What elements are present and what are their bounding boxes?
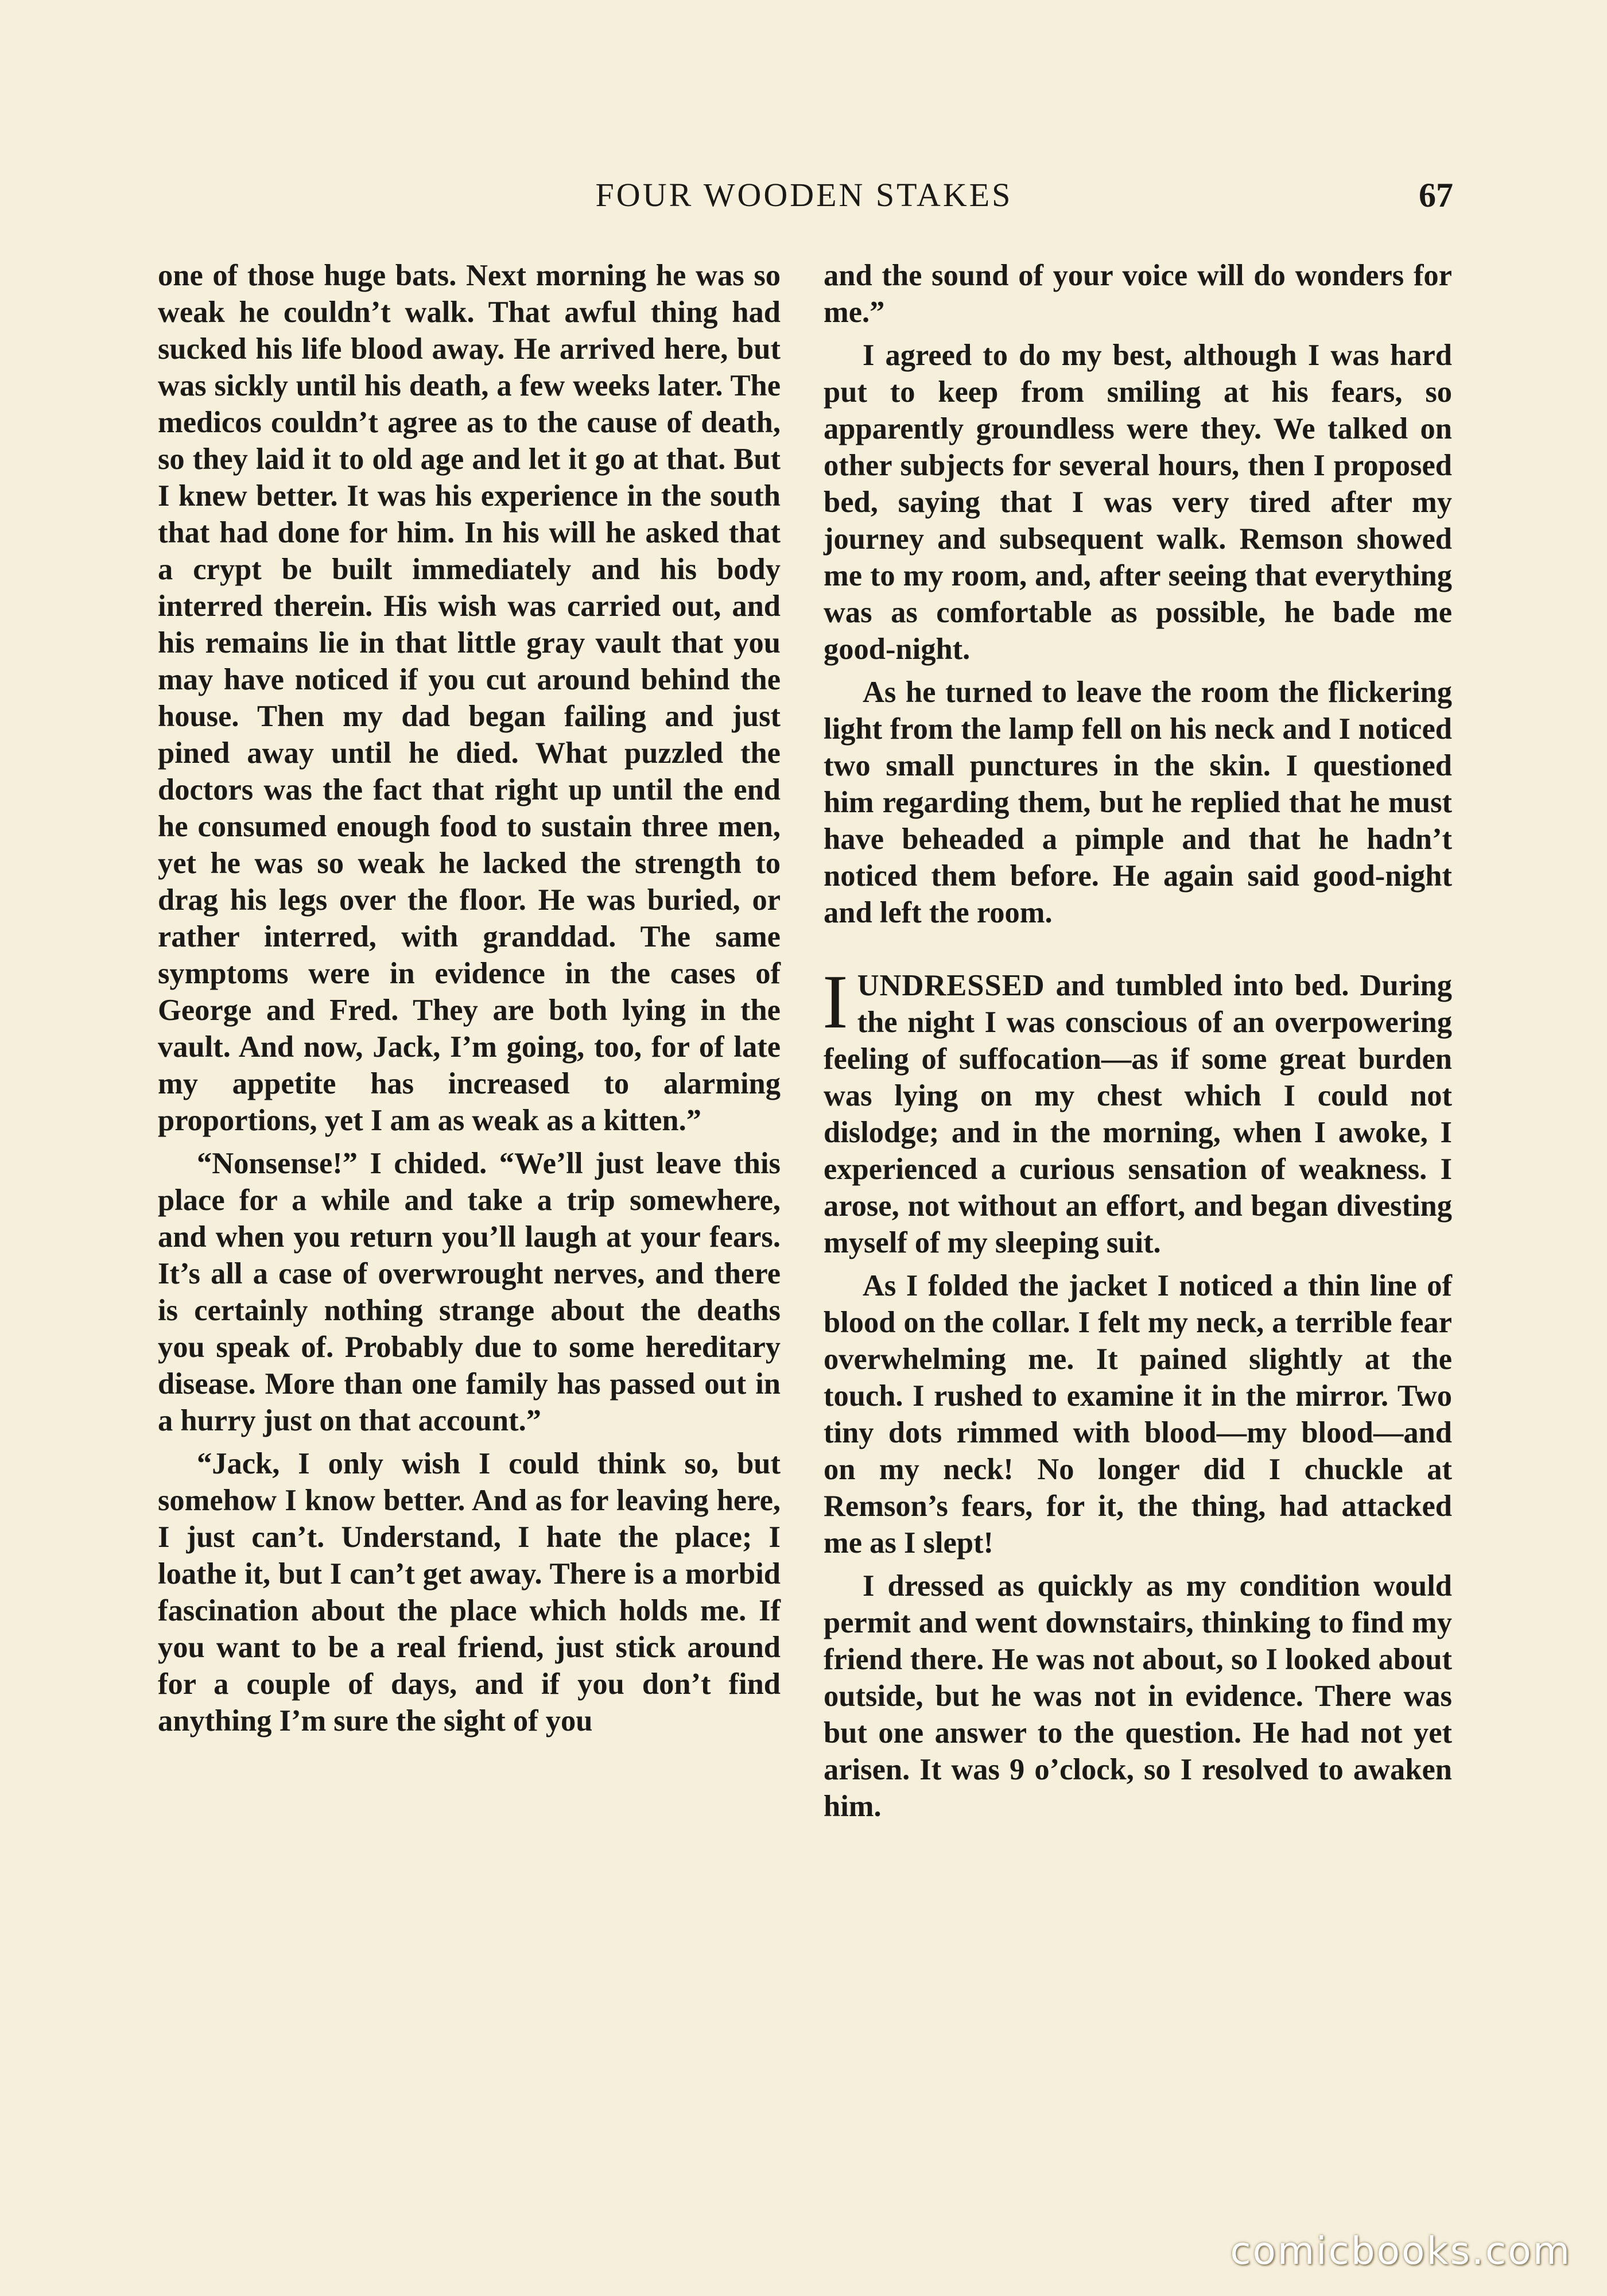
paragraph-text: and tumbled into bed. During the night I was conscious of an overpowering feeling of suffocation—as if some great burden was lying on my chest which I could not dislodge; and in the morning, when I awoke, I experienced a curious sensation of weakness. I arose, not without an effort, and began divesting myself of my sleeping suit. [824,969,1452,1259]
paragraph: “Jack, I only wish I could think so, but somehow I know better. And as for leaving here, I just can’t. Understand, I hate the place; I loathe it, but I can’t get away. There is a morbid fascination about the place which holds me. If you want to be a real friend, just stick around for a couple of days, and if you don’t find anything I’m sure the sight of you [158,1447,781,1737]
section-break [824,937,1452,967]
paragraph: As he turned to leave the room the flickering light from the lamp fell on his neck and I noticed two small punctures in the skin. I questioned him regarding them, but he replied that he must have beheaded a pimple and that he hadn’t noticed them before. He again said good-night and left the room. [824,676,1452,929]
left-column [158,257,781,2128]
running-title: FOUR WOODEN STAKES [595,176,1013,214]
site-watermark: comicbooks.com [1230,2229,1571,2273]
page-header [155,172,1453,218]
paragraph: I dressed as quickly as my condition would permit and went downstairs, thinking to find my friend there. He was not about, so I looked about outside, but he was not in evidence. There was but one answer to the question. He had not yet arisen. It was 9 o’clock, so I resolved to awaken him. [824,1569,1452,1823]
right-column [824,257,1452,2128]
drop-cap: I [822,959,848,1044]
page-number: 67 [1419,176,1453,214]
paragraph: As I folded the jacket I noticed a thin line of blood on the collar. I felt my neck, a terrible fear overwhelming me. It pained slightly at the touch. I rushed to examine it in the mirror. Two tiny dots rimmed with blood—my blood—and on my neck! No longer did I chuckle at Remson’s fears, for it, the thing, had attacked me as I slept! [824,1269,1452,1560]
paragraph: and the sound of your voice will do wonders for me.” [824,259,1452,329]
paragraph: one of those huge bats. Next morning he was so weak he couldn’t walk. That awful thing had sucked his life blood away. He arrived here, but was sickly until his death, a few weeks later. The medicos couldn’t agree as to the cause of death, so they laid it to old age and let it go at that. But I knew better. It was his experience in the south that had done for him. In his will he asked that a crypt be built immediately and his body interred therein. His wish was carried out, and his remains lie in that little gray vault that you may have noticed if you cut around behind the house. Then my dad began failing and just pined away until he died. What puzzled the doctors was the fact that right up until the end he consumed enough food to sustain three men, yet he was so weak he lacked the strength to drag his legs over the floor. He was buried, or rather interred, with granddad. The same symptoms were in evidence in the cases of George and Fred. They are both lying in the vault. And now, Jack, I’m going, too, for of late my appetite has increased to alarming proportions, yet I am as weak as a kitten.” [158,259,781,1137]
paragraph: I agreed to do my best, although I was hard put to keep from smiling at his fears, so apparently groundless were they. We talked on other subjects for several hours, then I proposed bed, saying that I was very tired after my journey and subsequent walk. Remson showed me to my room, and, after seeing that everything was as comfortable as possible, he bade me good-night. [824,339,1452,666]
paragraph: “Nonsense!” I chided. “We’ll just leave this place for a while and take a trip somewhere, and when you return you’ll laugh at your fears. It’s all a case of overwrought nerves, and there is certainly nothing strange about the deaths you speak of. Probably due to some hereditary disease. More than one family has passed out in a hurry just on that account.” [158,1147,781,1437]
section-opening-paragraph [822,959,1452,1261]
small-caps-lead: UNDRESSED [857,969,1045,1002]
